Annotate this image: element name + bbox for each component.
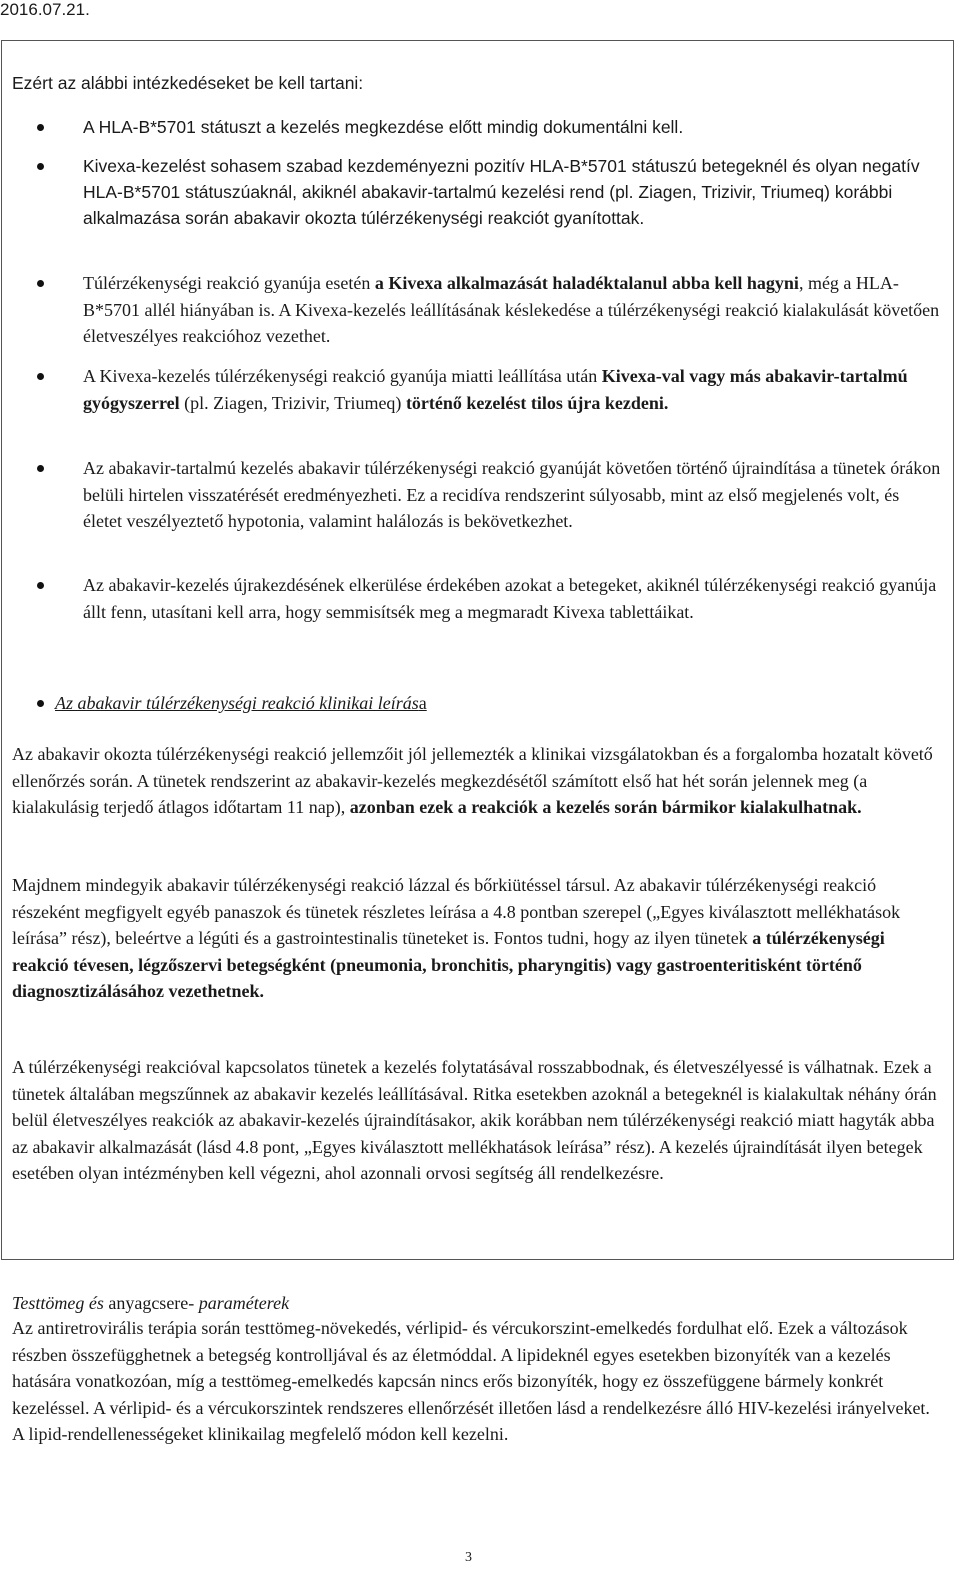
bullet-text: Az abakavir-tartalmú kezelés abakavir túlérzékenységi reakció gyanúját követően történő újraindítása a tünetek órákon belüli hirtelen visszatérését eredményezheti. Ez a recidíva rendszerint súlyosabb, mint az első megjelenés volt, és életet veszélyeztető hypotonia, valamint halálozás is bekövetkezhet. [83,458,941,531]
bullet-icon [37,163,44,170]
bullet-icon [37,582,44,589]
paragraph: Az antiretrovirális terápia során testtömeg-növekedés, vérlipid- és vércukorszint-emelkedés fordulhat elő. Ezek a változások részben összefügghetnek a betegség kontrolljával és az életmóddal. A lipideknél egyes esetekben bizonyíték van a kezelés hatására vonatkozóan, míg a testtömeg-emelkedés kapcsán nincs erős bizonyíték, hogy ez összefüggene bármely konkrét kezeléssel. A vérlipid- és a vércukorszintek rendszeres ellenőrzését illetően lásd a rendelkezésre álló HIV-kezelési irányelveket. A lipid-rendellenességeket klinikailag megfelelő módon kell kezelni. [12,1318,930,1444]
header-date: 2016.07.21. [0,0,90,19]
bullet-icon [37,465,44,472]
paragraph: A túlérzékenységi reakcióval kapcsolatos tünetek a kezelés folytatásával rosszabbodnak, és életveszélyessé is válhatnak. Ezek a tünetek általában megszűnnek az abakavir kezelés leállításával. Ritka esetekben azoknál a betegeknél is kialakultak néhány órán belül életveszélyes reakciók az abakavir-kezelés újraindításakor, akik korábban nem túlérzékenységi reakció miatt hagyták abba az abakavir alkalmazását (lásd 4.8 pont, „Egyes kiválasztott mellékhatások leírása” rész). A kezelés újraindítását ilyen betegek esetében olyan intézményben kell végezni, ahol azonnali orvosi segítség áll rendelkezésre. [12,1057,937,1183]
bullet-text: A Kivexa-kezelés túlérzékenységi reakció gyanúja miatti leállítása után Kivexa-val vagy más abakavir-tartalmú gyógyszerrel (pl. Ziagen, Trizivir, Triumeq) történő kezelést tilos újra kezdeni. [83,366,908,413]
bullet-icon [37,280,44,287]
page-number: 3 [465,1550,472,1565]
bullet-icon [37,700,44,707]
paragraph: Az abakavir okozta túlérzékenységi reakció jellemzőit jól jellemezték a klinikai vizsgálatokban és a forgalomba hozatalt követő ellenőrzés során. A tünetek rendszerint az abakavir-kezelés megkezdésétől számított első hat hét során jelennek meg (a kialakulásig terjedő átlagos időtartam 11 nap), azonban ezek a reakciók a kezelés során bármikor kialakulhatnak. [12,744,933,817]
bullet-icon [37,124,44,131]
section-heading-text: Az abakavir túlérzékenységi reakció klinikai leírás [55,693,419,713]
bullet-text: Az abakavir-kezelés újrakezdésének elkerülése érdekében azokat a betegeket, akiknél túlérzékenységi reakció gyanúja állt fenn, utasítani kell arra, hogy semmisítsék meg a megmaradt Kivexa tablettáikat. [83,575,937,622]
bullet-text: A HLA-B*5701 státuszt a kezelés megkezdése előtt mindig dokumentálni kell. [83,117,684,137]
intro-text: Ezért az alábbi intézkedéseket be kell tartani: [12,73,364,93]
bullet-text: Túlérzékenységi reakció gyanúja esetén a Kivexa alkalmazását haladéktalanul abba kell hagyni, még a HLA-B*5701 allél hiányában is. A Kivexa-kezelés leállításának késlekedése a túlérzékenységi reakció kialakulását követően életveszélyes reakcióhoz vezethet. [83,273,940,346]
bullet-icon [37,373,44,380]
bullet-text: Kivexa-kezelést sohasem szabad kezdeményezni pozitív HLA-B*5701 státuszú betegeknél és olyan negatív HLA-B*5701 státuszúaknál, akiknél abakavir-tartalmú kezelési rend (pl. Ziagen, Trizivir, Triumeq) korábbi alkalmazása során abakavir okozta túlérzékenységi reakciót gyanítottak. [83,156,920,228]
subsection-heading: Testtömeg és anyagcsere- paraméterek [12,1293,290,1313]
paragraph: Majdnem mindegyik abakavir túlérzékenységi reakció lázzal és bőrkiütéssel társul. Az abakavir túlérzékenységi reakció részeként megfigyelt egyéb panaszok és tünetek részletes leírása a 4.8 pontban szerepel („Egyes kiválasztott mellékhatások leírása” rész), beleértve a légúti és a gastrointestinalis tüneteket is. Fontos tudni, hogy az ilyen tünetek a túlérzékenységi reakció tévesen, légzőszervi betegségként (pneumonia, bronchitis, pharyngitis) vagy gastroenteritisként történő diagnosztizálásához vezethetnek. [12,875,901,1001]
